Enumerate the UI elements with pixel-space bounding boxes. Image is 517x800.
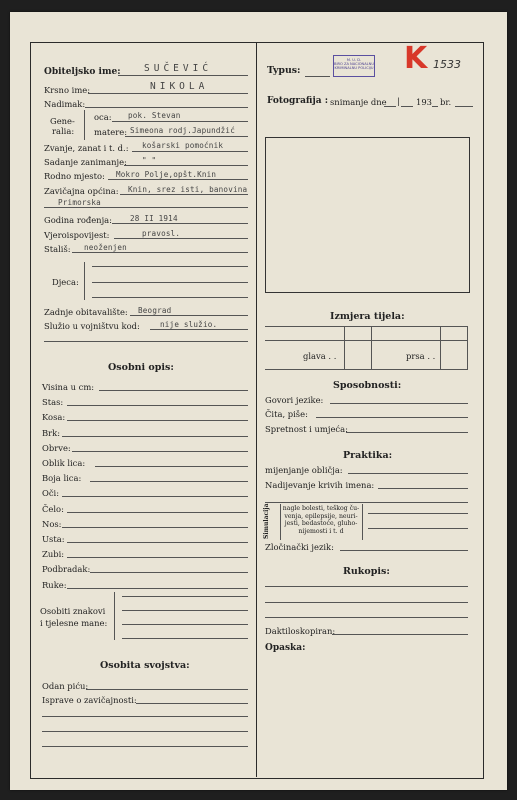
opis-field-line [95,466,248,467]
opis-field-label: Oblik lica: [42,458,86,468]
simulacija-line-1 [368,513,468,514]
zavicajna-value-1: Knin, srez isti, banovina [128,185,248,194]
photo-box [265,137,470,293]
isprave-label: Isprave o zavičajnosti: [42,695,137,705]
opis-field-label: Stas: [42,397,64,408]
left-blank-line [44,341,248,342]
praktika-title: Praktika: [343,450,393,461]
odan-line [86,689,248,690]
opis-field-label: Kosa: [42,412,66,423]
cita-line [316,417,468,418]
djeca-line-3 [92,297,248,298]
sadanje-label: Sadanje zanimanje: [44,157,127,167]
djeca-label: Djeca: [52,277,79,287]
mijenjanje-label: mijenjanje obličja: [265,465,343,475]
izmjera-vline-3 [440,326,441,369]
generalia-brace [84,110,85,140]
simulacija-text-line: nagle bolesti, teškog ču- [282,505,360,512]
spretnost-line [346,432,468,433]
zvanje-label: Zvanje, zanat i t. d.: [44,143,129,153]
typus-label: Typus: [267,65,301,76]
opis-field-line [67,405,248,406]
godina-label: Godina rođenja: [44,215,112,225]
opis-field-label: Usta: [42,534,65,544]
nadijevanje-line [378,488,468,489]
bureau-stamp [333,55,375,77]
matere-label: matere: [94,127,128,137]
zlocinacki-label: Zločinački jezik: [265,542,334,552]
opis-field-line [90,572,248,573]
sadanje-line [124,165,248,166]
opis-field-line [67,588,248,589]
opis-field-line [72,451,248,452]
opis-field-label: Visina u cm: [42,382,95,392]
sadanje-value: " " [142,156,157,165]
vjera-line [114,238,248,239]
stalis-label: Stališ: [44,244,71,254]
simulacija-text-line: jesti, bedastoće, gluho- [284,520,358,528]
vojnistvo-value: nije služio. [160,320,218,329]
rodno-label: Rodno mjesto: [44,171,105,181]
isprave-line [136,703,248,704]
opis-field-label: Podbradak: [42,564,91,575]
stamp-line: KRIMINALNU POLICIJU [334,66,374,71]
odan-label: Odan piću: [42,681,89,691]
opis-field-label: Boja lica: [42,473,82,484]
zavicajna-value-2: Primorska [58,198,101,207]
rukopis-line-3 [265,617,468,618]
opis-field-label: Zubi: [42,549,65,560]
red-k-mark: K [404,41,428,76]
opis-field-label: Čelo: [42,503,64,514]
foto-year-line [432,106,438,107]
znakovi-line-2 [122,610,248,611]
stalis-line [72,252,248,253]
stamp-line: M. U. D. [346,58,362,62]
foto-slash: | [397,96,400,106]
opis-field-label: Nos: [42,518,62,529]
znakovi-brace [114,592,115,640]
simulacija-label: Simulacija [263,503,270,539]
izmjera-title: Izmjera tijela: [330,311,405,322]
opaska-label: Opaska: [265,643,306,653]
opis-field-label: Oči: [42,488,60,499]
isprave-line-4 [42,746,248,747]
oca-label: oca: [94,112,112,122]
matere-value: Simeona rodj.Japundžić [130,126,235,135]
znakovi-line-3 [122,624,248,625]
isprave-line-2 [42,716,248,717]
matere-line [125,136,248,137]
oca-line [112,121,248,122]
opis-field-line [99,390,248,391]
govori-label: Govori jezike: [265,395,324,405]
foto-br: br. [440,97,452,107]
nadimak-label: Nadimak: [44,99,86,109]
prsa-label: prsa . . [406,351,436,361]
opis-field-line [67,420,248,421]
oca-value: pok. Stevan [128,111,181,120]
stamp-line: BIRO ZA NACIONALNU [334,62,375,67]
opis-field-line [62,496,248,497]
opis-field-line [67,557,248,558]
zvanje-line [132,151,248,152]
djeca-line-1 [92,266,248,267]
foto-br-line [455,106,473,107]
pencil-number: 1533 [433,58,461,71]
nadijevanje-label: Nadijevanje krivih imena: [265,480,375,490]
djeca-brace [84,262,85,300]
simulacija-text-line: nijemosti i t. d [298,527,344,535]
godina-value: 28 II 1914 [130,214,178,223]
sposobnosti-title: Sposobnosti: [333,380,402,391]
znakovi-line-4 [122,638,248,639]
simulacija-brace-left [280,504,281,540]
opis-field-line [62,436,248,437]
obitavaliste-value: Beograd [138,306,172,315]
izmjera-bottom-line [265,369,468,370]
zavicajna-label: Zavičajna općina: [44,186,119,196]
izmjera-vline-1 [344,326,345,369]
simulacija-text [282,505,360,535]
stalis-value: neoženjen [84,243,127,252]
praktika-blank-line [265,502,468,503]
foto-month-line [401,106,413,107]
obitelj-label: Obiteljsko ime: [44,67,121,77]
govori-line [330,403,468,404]
izmjera-mid-line [265,340,468,341]
zavicajna-line-1 [120,194,248,195]
krsno-label: Krsno ime: [44,85,91,95]
column-divider [256,42,257,777]
obitavaliste-label: Zadnje obitavalište: [44,307,128,317]
rodno-value: Mokro Polje,opšt.Knin [116,170,217,179]
izmjera-vline-2 [371,326,372,369]
typus-line [305,76,330,77]
mijenjanje-line [348,473,468,474]
godina-line [112,223,248,224]
opis-field-line [67,512,248,513]
foto-label: Fotografija : [267,96,329,106]
rodno-line [108,179,248,180]
generalia-label-1: Gene- [50,116,75,126]
cita-label: Čita, piše: [265,409,308,419]
rukopis-title: Rukopis: [343,566,390,577]
vjera-label: Vjeroispovijest: [44,230,110,240]
izmjera-vline-4 [467,326,468,369]
obitelj-line [118,75,248,76]
svojstva-title: Osobita svojstva: [100,660,190,671]
obitavaliste-line [130,315,248,316]
obitelj-value: SUČEVIĆ [144,63,213,74]
rukopis-line-1 [265,586,468,587]
opis-field-label: Ruke: [42,579,67,590]
foto-text: snimanje dne [330,97,387,107]
opis-field-label: Brk: [42,427,61,438]
nadimak-line [85,107,248,108]
simulacija-text-line: venja, epilepsije, neuri- [284,512,358,520]
spretnost-label: Spretnost i umjeća: [265,424,348,434]
osobni-opis-title: Osobni opis: [108,362,174,373]
znakovi-label-2: i tjelesne mane: [40,618,108,628]
vjera-value: pravosl. [142,229,181,238]
foto-year: 193 [416,97,432,107]
simulacija-brace-right [362,504,363,540]
djeca-line-2 [92,282,248,283]
opis-field-line [90,481,248,482]
opis-field-label: Obrve: [42,442,71,453]
foto-day-line [384,106,396,107]
zlocinacki-line [340,550,468,551]
znakovi-line-1 [122,596,248,597]
isprave-line-3 [42,731,248,732]
opis-field-line [62,527,248,528]
rukopis-line-2 [265,602,468,603]
daktilo-line [332,634,468,635]
daktilo-label: Daktiloskopiran: [265,626,336,636]
opis-field-line [67,542,248,543]
znakovi-label-1: Osobiti znakovi [40,606,106,616]
simulacija-line-2 [368,528,468,529]
krsno-value: NIKOLA [150,81,209,92]
vojnistvo-line [150,329,248,330]
vojnistvo-label: Služio u vojništvu kod: [44,321,140,331]
generalia-label-2: ralia: [52,126,75,136]
zvanje-value: košarski pomoćnik [142,141,224,150]
zavicajna-line-2 [44,207,248,208]
izmjera-top-line [265,326,468,327]
krsno-line [88,93,248,94]
glava-label: glava . . [303,351,337,361]
